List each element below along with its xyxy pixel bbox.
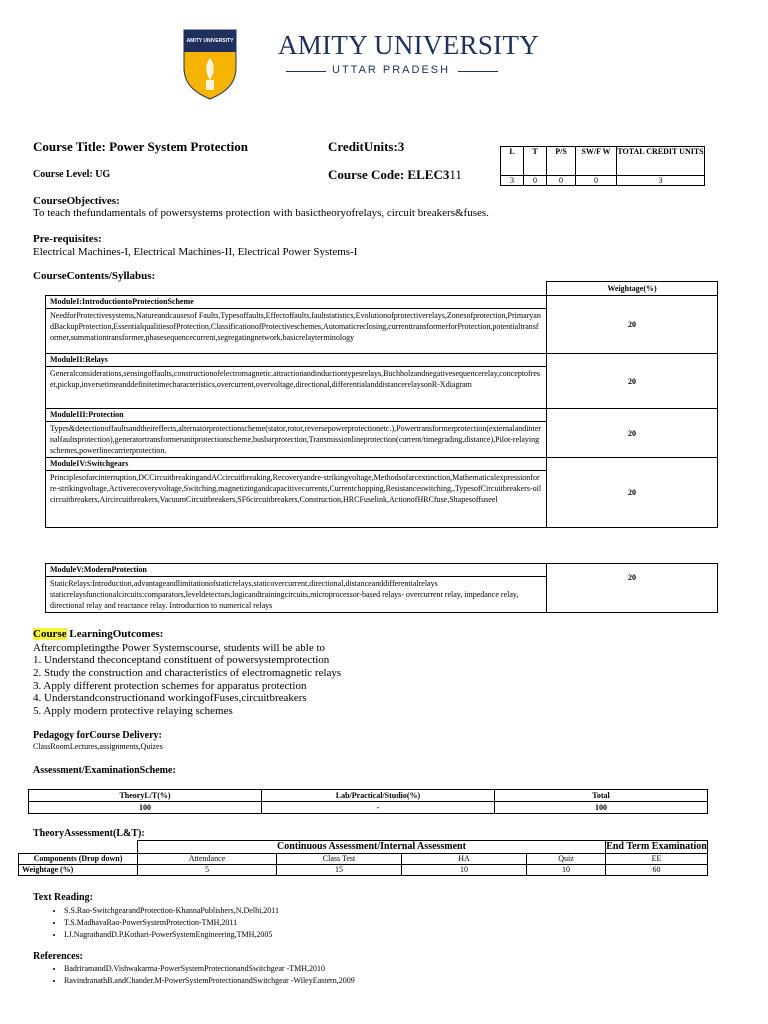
assessment-value-total: 100 [495,802,708,814]
credit-value-swfw: 0 [576,176,617,186]
module-row [46,354,718,409]
module-body: Principlesofarcinterruption,DCCircuitbreakingandACcircuitbreaking,Recoveryandre-strikingvoltage,Methodsofarcextinction,Mathematicalexpressionforre-strikingvoltage,Activerecoveryvoltage,Switching,magnetizingandcapacitivecurrents,Currentchopping,Resistanceswitching,,TypesofCircuitbreakers-oilcircuitbreakers,Aircircuitbreakers,VacuumCircuitbreakers,SF6circuitbreakers,Construction,HRCFuselink,ActionofHRCfuse,Shapesoffuseel [50,473,542,504]
university-name: AMITY UNIVERSITY [278,30,540,60]
list-item: 3. Apply different protection schemes for apparatus protection [33,679,307,692]
module-body: Generalconsiderations,sensingoffaults,constructionofelectromagnetic.attractionandinductiontypesrelays,Buchholzandnegativesequencerelay,conceptofreset,pickup,inversetimeanddefinitetimecharacteristics,overcurrent,overvoltage,directional,differentialanddistancerelaysonR-Xdiagram [50,369,541,389]
references-list [42,963,355,987]
theory-components-row [19,854,708,865]
list-item: 5. Apply modern protective relaying schemes [33,705,233,718]
syllabus-header-row [46,282,718,296]
module-row [46,409,718,458]
module-row [46,564,718,613]
pedagogy-heading: Pedagogy forCourse Delivery: [33,730,162,741]
credit-table-header-row [501,147,705,176]
component-ha: HA [402,854,527,865]
objectives-text: To teach thefundamentals of powersystems protection with basictheoryofrelays, circuit breakers&fuses. [33,207,489,219]
syllabus-heading: CourseContents/Syllabus: [33,270,156,282]
list-item: • RavindranathB.andChander.M-PowerSystemProtectionandSwitchgear -WileyEastern,2009 [64,975,355,987]
credit-units: CreditUnits:3 [328,139,405,154]
text-reading-heading: Text Reading: [33,892,93,903]
course-level: Course Level: UG [33,169,111,180]
component-class-test: Class Test [277,854,402,865]
assessment-value-row [29,802,708,814]
components-label: Components (Drop down) [19,854,138,865]
assessment-value-theory: 100 [29,802,262,814]
outcomes-heading-rest: LearningOutcomes: [66,628,164,640]
credit-header-swfw: SW/F W [576,147,617,176]
component-ee: EE [606,854,708,865]
credit-value-l: 3 [501,176,524,186]
crest-logo-text: AMITY UNIVERSITY [186,38,234,44]
credit-header-total: TOTAL CREDIT UNITS [617,147,705,176]
list-item: • S.S.Rao-SwitchgearandProtection-KhannaPublishers,N.Delhi,2011 [64,905,279,917]
list-item: 4. Understandconstructionand workingofFuses,circuitbreakers [33,692,307,705]
module-cell [46,458,547,528]
list-item: • BadriramandD.Vishwakarma-PowerSystemProtectionandSwitchgear -TMH,2010 [64,963,355,975]
list-item: 2. Study the construction and characteristics of electromagnetic relays [33,666,342,679]
credit-header-l: L [501,147,524,176]
credit-header-ps: P/S [547,147,576,176]
pedagogy-text: ClassRoomLectures,assignments,Quizes [33,742,163,751]
theory-assessment-heading: TheoryAssessment(L&T): [33,828,145,839]
campus-name: UTTAR PRADESH [332,64,451,76]
module-weight: 20 [547,354,718,409]
weight-ee: 60 [606,865,708,876]
theory-weightage-row [19,865,708,876]
weightage-header: Weightage(%) [547,282,718,296]
course-code-label: Course Code: ELEC3 [328,167,450,182]
assessment-header-theory: TheoryL/T(%) [29,790,262,802]
assessment-value-lab: - [262,802,495,814]
credit-value-total: 3 [617,176,705,186]
weight-class-test: 15 [277,865,402,876]
assessment-header-lab: Lab/Practical/Studio(%) [262,790,495,802]
module-body: Types&detectionoffaultsandtheireffects,alternatorprotectionscheme(stator,rotor,reversepowerprotectionetc.),Powertransformerprotection(externalandinternalfaultsprotection),generatortransformerunitprotectionscheme,busbarprotection,Transmissionlineprotection(current/timegrading,distance),Pilot-relayingschemes,powerlinecarrierprotection. [50,424,541,455]
outcomes-list [33,654,341,718]
syllabus-header-blank [46,282,547,296]
credit-value-ps: 0 [547,176,576,186]
syllabus-table [45,281,718,528]
prereq-heading: Pre-requisites: [33,233,102,245]
module-body: StaticRelays:Introduction,advantageandlimitationofstaticrelays,staticovercurrent,directional,distanceanddifferentialrelays staticrelaysfunctionalcircuits:comparators,leveldetectors,logicandtrainingcircuits,microprocessor-based relays- overcurrent relay, impedance relay, directional relay and reactance relay. Introduction to numerical relays [50,579,519,610]
module-title: ModuleIII:Protection [46,409,546,422]
credit-table-value-row [501,176,705,186]
list-item: 1. Understand theconceptand constituent of powersystemprotection [33,654,330,666]
theory-group-blank [19,841,138,854]
assessment-heading: Assessment/ExaminationScheme: [33,765,176,776]
module-title: ModuleV:ModernProtection [46,564,546,577]
course-code [328,167,462,183]
list-item: • I.J.NagrathandD.P.Kothari-PowerSystemEngineering,TMH,2005 [64,929,279,941]
course-title: Course Title: Power System Protection [33,139,248,154]
module-title: ModuleII:Relays [46,354,546,367]
module-weight: 20 [547,296,718,354]
group-continuous-assessment: Continuous Assessment/Internal Assessment [138,841,606,854]
module-cell [46,564,547,613]
weight-quiz: 10 [527,865,606,876]
text-reading-list [42,905,279,941]
module-title: ModuleIV:Switchgears [46,458,546,471]
module-cell [46,354,547,409]
weightage-label: Weightage (%) [19,865,138,876]
component-quiz: Quiz [527,854,606,865]
group-end-term: End Term Examination [606,841,707,852]
component-attendance: Attendance [138,854,277,865]
credit-table [500,146,705,186]
outcomes-heading-highlight: Course [33,628,67,640]
weight-attendance: 5 [138,865,277,876]
module-row [46,296,718,354]
module-weight: 20 [547,564,718,613]
assessment-header-row [29,790,708,802]
theory-assessment-table [18,840,708,876]
course-code-suffix: 11 [449,167,462,182]
module-weight: 20 [547,409,718,458]
credit-value-t: 0 [524,176,547,186]
prereq-text: Electrical Machines-I, Electrical Machines-II, Electrical Power Systems-I [33,246,358,258]
module-cell [46,409,547,458]
campus-banner [286,64,498,78]
objectives-heading: CourseObjectives: [33,195,120,207]
theory-group-row [19,841,708,854]
assessment-table [28,789,708,814]
module-cell [46,296,547,354]
module-body: NeedforProtectivesystems,Natureandcausesof Faults,Typesoffaults,Effectoffaults,faultstatistics,Evolutionofprotectiverelays,Zonesofprotection,PrimaryandBackupProtection,EssentialqualitiesofProtection,ClassificationofProtectiveschemes,Automaticreclosing,currenttransformerforProtection,potentialtransformer,summationtransformer,phasesequencecurrent,segregatingnetwork,basicrelayterminology [50,311,541,342]
weight-ha: 10 [402,865,527,876]
outcomes-intro: Aftercompletingthe Power Systemscourse, students will be able to [33,642,326,654]
module-title: ModuleI:IntroductiontoProtectionScheme [46,296,546,309]
module-weight: 20 [547,458,718,528]
credit-header-t: T [524,147,547,176]
list-item: • T.S.MadhavaRao-PowerSystemProtection-TMH,2011 [64,917,279,929]
references-heading: References: [33,951,83,962]
assessment-header-total: Total [495,790,708,802]
outcomes-heading [33,628,163,640]
module-row [46,458,718,528]
syllabus-table-continued [45,563,718,613]
